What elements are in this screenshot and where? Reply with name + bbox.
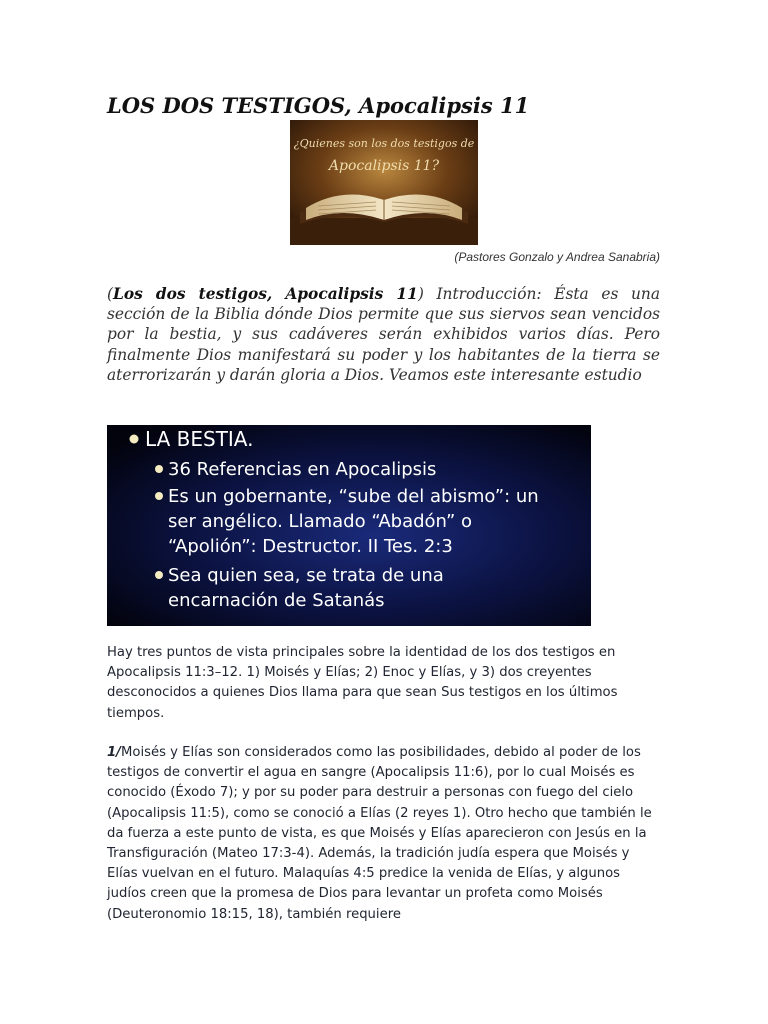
slide-graphic: [107, 425, 591, 626]
bullet-dot-icon: [155, 571, 163, 579]
intro-open-paren: (: [107, 285, 114, 303]
intro-paragraph: [107, 284, 660, 385]
slide-bullet-2-line-1: Es un gobernante, “sube del abismo”: un: [168, 486, 539, 507]
slide-bullet-1-line-1: 36 Referencias en Apocalipsis: [168, 459, 437, 480]
slide-bullet-2-line-2: ser angélico. Llamado “Abadón” o: [168, 511, 473, 532]
open-bible-illustration: [290, 120, 478, 245]
cover-text-line1: ¿Quienes son los dos testigos de: [293, 137, 475, 150]
paragraph-moses-elijah-text: Moisés y Elías son considerados como las posibilidades, debido al poder de los testigos de convertir el agua en sangre (Apocalipsis 11:6), por lo cual Moisés es conocido (Éxodo 7); y por su poder para destruir a personas con fuego del cielo (Apocalipsis 11:5), como se conoció a Elías (2 reyes 1). Otro hecho que también le da fuerza a este punto de vista, es que Moisés y Elías aparecieron con Jesús en la Transfiguración (Mateo 17:3-4). Además, la tradición judía espera que Moisés y Elías vuelvan en el futuro. Malaquías 4:5 predice la venida de Elías, y algunos judíos creen que la promesa de Dios para levantar un profeta como Moisés (Deuteronomio 18:15, 18), también requiere: [107, 745, 652, 922]
paragraph-views: Hay tres puntos de vista principales sobre la identidad de los dos testigos en Apocalipsis 11:3–12. 1) Moisés y Elías; 2) Enoc y Elías, y 3) dos creyentes desconocidos a quienes Dios llama para que sean Sus testigos en los últimos tiempos.: [107, 645, 618, 721]
bullet-dot-icon: [155, 492, 163, 500]
bible-cover-image: [290, 120, 478, 245]
slide-bullet-3-line-1: Sea quien sea, se trata de una: [168, 565, 444, 586]
slide-bullet-2-line-3: “Apolión”: Destructor. II Tes. 2:3: [168, 536, 453, 557]
cover-text-line2: Apocalipsis 11?: [328, 158, 440, 174]
slide-heading: LA BESTIA.: [145, 427, 254, 451]
bullet-dot-icon: [130, 435, 139, 444]
point-marker: 1/: [107, 745, 121, 760]
intro-text: ) Introducción: Ésta es una sección de la Biblia dónde Dios permite que sus siervos sean vencidos por la bestia, y sus cadáveres serán exhibidos varios días. Pero finalmente Dios manifestará su poder y los habitantes de la tierra se aterrorizarán y darán gloria a Dios. Veamos este interesante estudio: [107, 285, 660, 384]
slide-bullet-3-line-2: encarnación de Satanás: [168, 590, 385, 611]
paragraph-moses-elijah: [107, 743, 660, 925]
intro-bold-title: Los dos testigos, Apocalipsis 11: [113, 285, 418, 303]
page-title: LOS DOS TESTIGOS, Apocalipsis 11: [107, 93, 530, 118]
bullet-dot-icon: [155, 465, 163, 473]
authors-caption: (Pastores Gonzalo y Andrea Sanabria): [454, 250, 660, 264]
la-bestia-slide: [107, 425, 591, 626]
